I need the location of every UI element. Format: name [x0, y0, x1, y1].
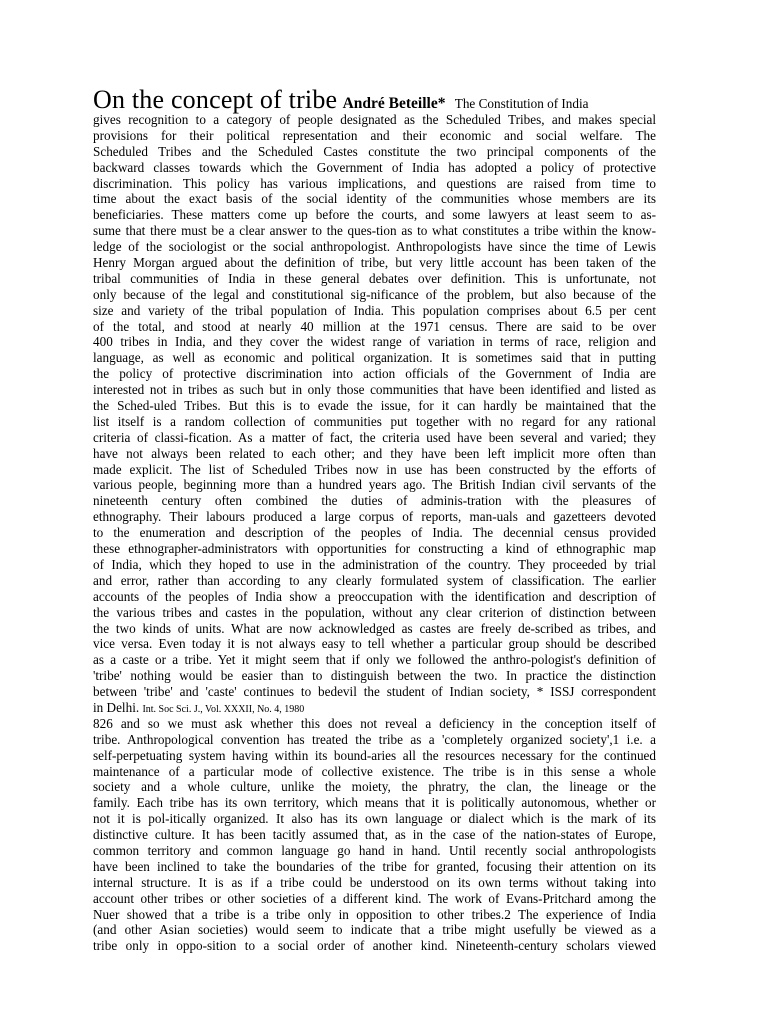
text-line: between 'tribe' and 'caste' continues to bedevil the student of Indian society, * ISSJ correspondent [93, 684, 656, 700]
document-page [93, 85, 656, 954]
text-line: interested not in tribes as such but in only those communities that have been identified and listed as [93, 382, 656, 398]
text-line: Scheduled Tribes and the Scheduled Castes constitute the two principal components of the [93, 143, 656, 159]
text-line: backward classes towards which the Government of India has adopted a policy of protective [93, 159, 656, 175]
text-line: and error, rather than according to any clearly formulated system of classification. The earlier [93, 572, 656, 588]
body-text-part-b [93, 716, 656, 954]
text-line: internal structure. It is as if a tribe could be understood on its own terms without taking into [93, 874, 656, 890]
journal-reference: Int. Soc Sci. J., Vol. XXXII, No. 4, 1980 [142, 703, 305, 715]
text-line: the Sched-uled Tribes. But this is to evade the issue, for it can hardly be maintained that the [93, 398, 656, 414]
text-line: distinctive culture. It has been tacitly assumed that, as in the case of the nation-states of Europe, [93, 827, 656, 843]
text-line: the two kinds of units. What are now acknowledged as castes are freely de-scribed as tribes, and [93, 620, 656, 636]
text-line: list itself is a random collection of communities put together with no regard for any rational [93, 413, 656, 429]
text-line: account other tribes or other societies of a different kind. The work of Evans-Pritchard among the [93, 890, 656, 906]
text-line: tribal communities of India in these general debates over definition. This is unfortunate, not [93, 270, 656, 286]
text-line: time about the exact basis of the social identity of the communities whose members are its [93, 191, 656, 207]
text-line: 400 tribes in India, and they cover the widest range of variation in terms of race, religion and [93, 334, 656, 350]
text-line: maintenance of a particular mode of collective existence. The tribe is in this sense a whole [93, 763, 656, 779]
text-line: criteria of classi-fication. As a matter of fact, the criteria used have been several and varied; they [93, 429, 656, 445]
text-line: size and variety of the tribal population of India. This population comprises about 6.5 per cent [93, 302, 656, 318]
text-line: tribe only in oppo-sition to a social order of another kind. Nineteenth-century scholars viewed [93, 938, 656, 954]
author-name: André Beteille* [342, 95, 446, 112]
text-line: gives recognition to a category of people designated as the Scheduled Tribes, and makes special [93, 112, 656, 127]
text-line: of India, which they hoped to use in the administration of the country. They proceeded by trial [93, 556, 656, 572]
text-line: nineteenth century often combined the duties of adminis-tration with the pleasures of [93, 493, 656, 509]
text-line: self-perpetuating system having within its bound-aries all the resources necessary for the continued [93, 747, 656, 763]
text-line: beneficiaries. These matters come up before the courts, and some lawyers at least seem to as- [93, 207, 656, 223]
journal-reference-line [93, 700, 656, 716]
text-line: tribe. Anthropological convention has treated the tribe as a 'completely organized society',1 i.e. a [93, 731, 656, 747]
text-line: Henry Morgan argued about the definition of tribe, but very little account has been taken of the [93, 255, 656, 271]
text-line: provisions for their political representation and their economic and social welfare. The [93, 127, 656, 143]
text-line: have not always been related to each other; and they have been left implicit more often than [93, 445, 656, 461]
document-title: On the concept of tribe [93, 85, 338, 114]
text-line: family. Each tribe has its own territory, which means that it is politically autonomous, whether or [93, 795, 656, 811]
text-line: the policy of protective discrimination into action officials of the Government of India are [93, 366, 656, 382]
text-line: as a caste or a tribe. Yet it might seem that if only we followed the anthro-pologist's definition of [93, 652, 656, 668]
first-line-text: The Constitution of India [454, 96, 589, 111]
text-line: ethnography. Their labours produced a large corpus of reports, man-uals and gazetteers devoted [93, 509, 656, 525]
text-line: to the enumeration and description of the peoples of India. The decennial census provided [93, 525, 656, 541]
text-line: made explicit. The list of Scheduled Tribes now in use has been constructed by the efforts of [93, 461, 656, 477]
text-line: not it is pol-itically organized. It also has its own language or dialect which is the mark of its [93, 811, 656, 827]
text-line: (and other Asian societies) would seem to indicate that a tribe might usefully be viewed as a [93, 922, 656, 938]
text-line: society and a whole culture, unlike the moiety, the phratry, the clan, the lineage or the [93, 779, 656, 795]
text-line: sume that there must be a clear answer to the ques-tion as to what constitutes a tribe within the know- [93, 223, 656, 239]
text-line: 826 and so we must ask whether this does not reveal a deficiency in the conception itself of [93, 715, 656, 731]
body-text-part-a [93, 112, 656, 700]
text-line: common territory and common language go hand in hand. Until recently social anthropologists [93, 842, 656, 858]
text-line: these ethnographer-administrators with opportunities for constructing a kind of ethnographic map [93, 541, 656, 557]
text-line: have been inclined to take the boundaries of the tribe for granted, focusing their attention on its [93, 858, 656, 874]
text-line: Nuer showed that a tribe is a tribe only in opposition to other tribes.2 The experience of India [93, 906, 656, 922]
text-line: vice versa. Even today it is not always easy to tell whether a particular group should be described [93, 636, 656, 652]
text-line: only because of the legal and constitutional sig-nificance of the problem, but also because of the [93, 286, 656, 302]
text-line: ledge of the sociologist or the social anthropologist. Anthropologists have since the time of Lewis [93, 239, 656, 255]
title-line [93, 85, 656, 114]
text-line: various people, beginning more than a hundred years ago. The British Indian civil servants of the [93, 477, 656, 493]
text-line: language, as well as economic and political organization. It is sometimes said that in putting [93, 350, 656, 366]
text-line: the various tribes and castes in the population, without any clear criterion of distinction between [93, 604, 656, 620]
delhi-text: in Delhi. [93, 699, 140, 715]
text-line: discrimination. This policy has various implications, and questions are raised from time to [93, 175, 656, 191]
text-line: accounts of the peoples of India show a preoccupation with the identification and description of [93, 588, 656, 604]
text-line: of the total, and stood at nearly 40 million at the 1971 census. There are said to be over [93, 318, 656, 334]
text-line: 'tribe' nothing would be easier than to distinguish between the two. In practice the distinction [93, 668, 656, 684]
